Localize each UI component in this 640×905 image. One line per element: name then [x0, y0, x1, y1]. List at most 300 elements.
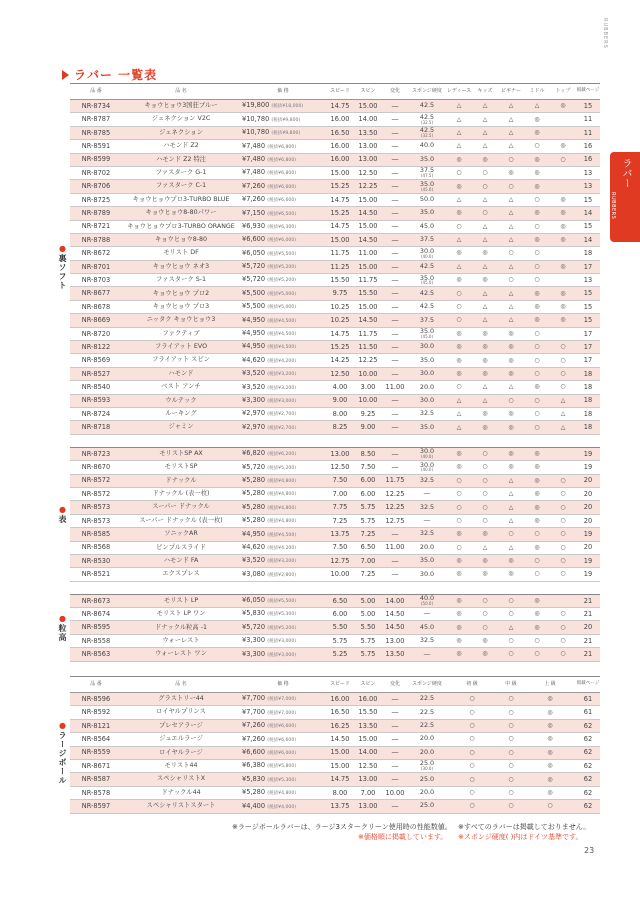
table-row: [70, 528, 600, 541]
hardness-sub: (40.0): [420, 253, 434, 259]
cell-spin: 11.75: [354, 274, 382, 287]
cell-change: ―: [382, 113, 408, 126]
cell-change: ―: [382, 554, 408, 567]
cell-level: △: [472, 381, 498, 394]
cell-price: [240, 407, 326, 420]
cell-level: ◎: [524, 693, 576, 706]
cell-level: ◎: [498, 421, 524, 434]
cell-level: △: [498, 541, 524, 554]
cell-speed: 15.25: [326, 207, 354, 220]
table-row: [70, 773, 600, 786]
cell-price: [240, 126, 326, 139]
cell-level: ◎: [550, 193, 576, 206]
cell-price: [240, 207, 326, 220]
cell-code: NR-8702: [70, 166, 122, 179]
cell-hardness: [408, 773, 446, 786]
cell-price: [240, 719, 326, 732]
cell-code: NR-8568: [70, 541, 122, 554]
cell-change: ―: [382, 193, 408, 206]
price-tax: (税抜¥3,200): [267, 559, 297, 565]
cell-page: 15: [576, 300, 600, 313]
cell-code: NR-8559: [70, 746, 122, 759]
cell-change: 13.50: [382, 648, 408, 661]
cell-level: ◎: [446, 594, 472, 607]
cell-code: NR-8578: [70, 786, 122, 799]
cell-level: ○: [446, 166, 472, 179]
cell-price: [240, 554, 326, 567]
cell-page: 19: [576, 554, 600, 567]
cell-speed: 8.00: [326, 786, 354, 799]
price-value: ¥5,280: [242, 788, 266, 797]
hardness-sub: (45.0): [420, 280, 434, 286]
cell-level: ○: [550, 568, 576, 581]
cell-spin: 13.00: [354, 153, 382, 166]
cell-level: ◎: [524, 447, 550, 460]
cell-level: ○: [498, 719, 524, 732]
cell-spin: 15.50: [354, 706, 382, 719]
header-beginner: 初 級: [446, 677, 498, 693]
cell-change: ―: [382, 759, 408, 772]
cell-level: △: [498, 100, 524, 113]
note-hardness: ※スポンジ硬度( )内はドイツ基準です。: [458, 833, 583, 841]
cell-page: 21: [576, 608, 600, 621]
cell-level: △: [498, 474, 524, 487]
cell-level: △: [446, 407, 472, 420]
cell-name: スペシャリストX: [122, 773, 240, 786]
cell-level: ○: [446, 541, 472, 554]
price-value: ¥4,620: [242, 542, 266, 551]
cell-level: ○: [446, 706, 498, 719]
bullet-icon: ●: [58, 504, 67, 515]
cell-code: NR-8572: [70, 474, 122, 487]
cell-hardness: [408, 274, 446, 287]
cell-spin: 5.75: [354, 501, 382, 514]
cell-level: ◎: [472, 648, 498, 661]
hardness-value: ―: [423, 516, 431, 525]
cell-name: ジェネクション V2C: [122, 113, 240, 126]
cell-level: ○: [472, 514, 498, 527]
header-page: 掲載ページ: [576, 677, 600, 693]
cell-level: ◎: [498, 568, 524, 581]
cell-level: △: [498, 113, 524, 126]
cell-price: [240, 759, 326, 772]
cell-page: 20: [576, 541, 600, 554]
cell-level: △: [446, 126, 472, 139]
cell-spin: 5.75: [354, 514, 382, 527]
cell-level: ◎: [524, 541, 550, 554]
cell-name: ドナックル (表一枚): [122, 487, 240, 500]
cell-level: ○: [472, 501, 498, 514]
cell-speed: 9.00: [326, 394, 354, 407]
cell-level: [550, 113, 576, 126]
hardness-value: 45.0: [419, 622, 435, 631]
cell-level: ○: [524, 634, 550, 647]
header-change: 変化: [382, 677, 408, 693]
cell-hardness: [408, 648, 446, 661]
cell-change: ―: [382, 274, 408, 287]
cell-change: ―: [382, 568, 408, 581]
cell-level: ◎: [550, 220, 576, 233]
cell-level: △: [472, 233, 498, 246]
table-row: [70, 487, 600, 500]
cell-level: ○: [498, 746, 524, 759]
cell-change: 14.00: [382, 594, 408, 607]
cell-page: 15: [576, 100, 600, 113]
table-row: [70, 300, 600, 313]
cell-change: ―: [382, 220, 408, 233]
cell-code: NR-8599: [70, 153, 122, 166]
cell-level: ◎: [524, 113, 550, 126]
cell-level: ◎: [472, 153, 498, 166]
cell-level: ○: [524, 648, 550, 661]
cell-speed: 16.00: [326, 693, 354, 706]
cell-level: [550, 327, 576, 340]
cell-level: ○: [472, 207, 498, 220]
cell-level: △: [446, 140, 472, 153]
cell-level: △: [472, 394, 498, 407]
cell-page: 62: [576, 786, 600, 799]
cell-level: ○: [498, 759, 524, 772]
cell-level: ○: [446, 693, 498, 706]
cell-level: ○: [472, 166, 498, 179]
side-tab-label: ラバー: [620, 158, 631, 188]
cell-level: ○: [498, 693, 524, 706]
price-tax: (税抜¥5,500): [267, 251, 297, 257]
cell-level: ◎: [498, 327, 524, 340]
cell-level: ◎: [524, 381, 550, 394]
cell-speed: 6.50: [326, 594, 354, 607]
cell-speed: 11.25: [326, 260, 354, 273]
price-value: ¥7,700: [242, 694, 266, 703]
cell-level: ◎: [472, 341, 498, 354]
cell-speed: 7.50: [326, 474, 354, 487]
cell-spin: 15.00: [354, 260, 382, 273]
table-row: [70, 421, 600, 434]
cell-level: ◎: [446, 621, 472, 634]
cell-change: ―: [382, 207, 408, 220]
cell-hardness: [408, 287, 446, 300]
cell-change: 11.00: [382, 381, 408, 394]
cell-level: ◎: [446, 180, 472, 193]
cell-hardness: [408, 474, 446, 487]
cell-code: NR-8540: [70, 381, 122, 394]
bullet-icon: ●: [58, 613, 67, 624]
cell-page: 18: [576, 421, 600, 434]
cell-page: 16: [576, 140, 600, 153]
cell-page: 16: [576, 153, 600, 166]
header-top: トップ: [550, 84, 576, 100]
cell-hardness: [408, 327, 446, 340]
cell-speed: 15.00: [326, 166, 354, 179]
hardness-value: 30.0: [419, 447, 435, 456]
table-row: [70, 180, 600, 193]
cell-hardness: [408, 501, 446, 514]
cell-price: [240, 568, 326, 581]
cell-page: 19: [576, 568, 600, 581]
cell-change: 14.50: [382, 608, 408, 621]
category-text: 裏ソフト: [58, 254, 67, 290]
cell-change: ―: [382, 314, 408, 327]
cell-hardness: [408, 693, 446, 706]
cell-level: ◎: [472, 354, 498, 367]
cell-price: [240, 733, 326, 746]
price-tax: (税抜¥5,000): [267, 305, 297, 311]
hardness-value: 20.0: [419, 382, 435, 391]
hardness-value: 42.5: [419, 101, 435, 110]
table-row: [70, 634, 600, 647]
cell-level: △: [550, 421, 576, 434]
cell-hardness: [408, 247, 446, 260]
cell-code: NR-8785: [70, 126, 122, 139]
cell-code: NR-8677: [70, 287, 122, 300]
cell-level: ○: [550, 621, 576, 634]
cell-price: [240, 706, 326, 719]
cell-page: 62: [576, 800, 600, 813]
cell-price: [240, 421, 326, 434]
cell-level: ◎: [472, 634, 498, 647]
cell-level: ○: [498, 733, 524, 746]
cell-price: [240, 287, 326, 300]
cell-code: NR-8678: [70, 300, 122, 313]
cell-code: NR-8595: [70, 621, 122, 634]
price-value: ¥3,080: [242, 569, 266, 578]
price-tax: (税抜¥3,000): [267, 639, 297, 645]
cell-level: △: [498, 140, 524, 153]
cell-change: ―: [382, 367, 408, 380]
cell-name: モリスト LP: [122, 594, 240, 607]
cell-price: [240, 514, 326, 527]
cell-level: ◎: [524, 474, 550, 487]
cell-change: 12.25: [382, 487, 408, 500]
cell-code: NR-8564: [70, 733, 122, 746]
cell-level: ○: [550, 608, 576, 621]
triangle-icon: [62, 70, 69, 80]
cell-name: ファスターク C-1: [122, 180, 240, 193]
cell-level: △: [550, 407, 576, 420]
cell-level: ○: [550, 528, 576, 541]
cell-speed: 5.75: [326, 634, 354, 647]
price-value: ¥5,280: [242, 489, 266, 498]
cell-level: △: [446, 100, 472, 113]
side-tab: [610, 152, 640, 242]
cell-code: NR-8724: [70, 407, 122, 420]
cell-price: [240, 153, 326, 166]
cell-level: ○: [524, 260, 550, 273]
cell-change: 14.50: [382, 621, 408, 634]
cell-change: ―: [382, 153, 408, 166]
price-tax: (税抜¥6,300): [267, 224, 297, 230]
table-row: [70, 274, 600, 287]
header-kids: キッズ: [472, 84, 498, 100]
cell-level: ○: [472, 447, 498, 460]
cell-level: △: [472, 287, 498, 300]
cell-speed: 12.75: [326, 554, 354, 567]
cell-hardness: [408, 786, 446, 799]
cell-hardness: [408, 594, 446, 607]
cell-code: NR-8530: [70, 554, 122, 567]
table-row: [70, 648, 600, 661]
cell-level: ◎: [446, 247, 472, 260]
cell-price: [240, 260, 326, 273]
cell-speed: 16.50: [326, 706, 354, 719]
price-tax: (税抜¥5,200): [267, 465, 297, 471]
cell-code: NR-8593: [70, 394, 122, 407]
cell-level: △: [472, 140, 498, 153]
cell-page: 21: [576, 594, 600, 607]
cell-change: ―: [382, 719, 408, 732]
cell-hardness: [408, 113, 446, 126]
header-spin: スピン: [354, 677, 382, 693]
category-text: 表: [58, 514, 67, 524]
cell-level: [550, 274, 576, 287]
price-value: ¥6,930: [242, 221, 266, 230]
cell-level: ○: [550, 501, 576, 514]
cell-level: ○: [498, 648, 524, 661]
price-tax: (税抜¥7,000): [267, 710, 297, 716]
cell-page: 21: [576, 648, 600, 661]
cell-level: ◎: [446, 367, 472, 380]
cell-level: △: [498, 621, 524, 634]
cell-price: [240, 693, 326, 706]
header-hardness: スポンジ硬度: [408, 84, 446, 100]
cell-level: ◎: [446, 461, 472, 474]
cell-level: ○: [524, 327, 550, 340]
cell-price: [240, 140, 326, 153]
cell-price: [240, 274, 326, 287]
cell-level: ○: [498, 706, 524, 719]
cell-page: 19: [576, 447, 600, 460]
cell-speed: 15.50: [326, 274, 354, 287]
cell-level: ○: [524, 341, 550, 354]
hardness-value: 35.0: [419, 154, 435, 163]
cell-level: ○: [524, 140, 550, 153]
price-value: ¥7,150: [242, 208, 266, 217]
hardness-value: 35.0: [419, 179, 435, 188]
price-tax: (税抜¥2,700): [267, 425, 297, 431]
cell-price: [240, 113, 326, 126]
price-tax: (税抜¥6,800): [267, 144, 297, 150]
cell-price: [240, 487, 326, 500]
cell-change: ―: [382, 421, 408, 434]
cell-code: NR-8573: [70, 501, 122, 514]
cell-level: △: [550, 394, 576, 407]
cell-code: NR-8706: [70, 180, 122, 193]
cell-level: ◎: [524, 126, 550, 139]
cell-level: ○: [446, 773, 498, 786]
hardness-value: 40.0: [419, 141, 435, 150]
cell-price: [240, 447, 326, 460]
cell-level: ◎: [498, 354, 524, 367]
cell-level: ◎: [446, 634, 472, 647]
cell-hardness: [408, 394, 446, 407]
cell-name: ジャミン: [122, 421, 240, 434]
cell-level: △: [446, 260, 472, 273]
cell-code: NR-8787: [70, 113, 122, 126]
cell-level: ○: [524, 193, 550, 206]
price-value: ¥5,500: [242, 302, 266, 311]
header-name: 品 名: [122, 84, 240, 100]
cell-level: ◎: [524, 233, 550, 246]
cell-spin: 5.50: [354, 621, 382, 634]
cell-change: ―: [382, 327, 408, 340]
cell-level: ○: [446, 487, 472, 500]
cell-level: △: [472, 314, 498, 327]
cell-spin: 15.50: [354, 287, 382, 300]
hardness-value: 20.0: [419, 734, 435, 743]
hardness-value: 35.0: [419, 422, 435, 431]
cell-level: ◎: [472, 247, 498, 260]
price-tax: (税抜¥5,500): [267, 599, 297, 605]
table-row: [70, 706, 600, 719]
cell-change: 13.00: [382, 634, 408, 647]
cell-spin: 12.50: [354, 759, 382, 772]
cell-page: 18: [576, 394, 600, 407]
cell-level: ○: [550, 381, 576, 394]
cell-speed: 15.00: [326, 759, 354, 772]
hardness-sub: (30.0): [420, 766, 434, 772]
cell-level: ○: [550, 474, 576, 487]
price-tax: (税抜¥4,800): [267, 492, 297, 498]
hardness-value: 30.0: [419, 342, 435, 351]
price-tax: (税抜¥3,000): [267, 398, 297, 404]
cell-spin: 14.50: [354, 314, 382, 327]
cell-spin: 15.00: [354, 220, 382, 233]
price-value: ¥7,260: [242, 195, 266, 204]
page-title: ラバー 一覧表: [62, 66, 157, 83]
cell-spin: 6.00: [354, 487, 382, 500]
price-tax: (税抜¥5,200): [267, 265, 297, 271]
cell-name: ウォーレスト: [122, 634, 240, 647]
cell-level: ◎: [524, 719, 576, 732]
cell-level: ○: [446, 800, 498, 813]
cell-level: ○: [472, 461, 498, 474]
cell-level: ○: [446, 733, 498, 746]
category-label: [54, 505, 68, 524]
cell-level: ◎: [524, 287, 550, 300]
hardness-value: 32.5: [419, 636, 435, 645]
cell-level: △: [446, 113, 472, 126]
price-tax: (税抜¥6,600): [267, 184, 297, 190]
hardness-value: 35.0: [419, 327, 435, 336]
hardness-value: ―: [423, 649, 431, 658]
header-speed: スピード: [326, 677, 354, 693]
cell-level: ○: [472, 180, 498, 193]
cell-level: ○: [550, 153, 576, 166]
cell-speed: 14.75: [326, 193, 354, 206]
price-tax: (税抜¥4,200): [267, 545, 297, 551]
cell-level: ◎: [550, 140, 576, 153]
cell-change: ―: [382, 166, 408, 179]
cell-price: [240, 594, 326, 607]
table-row: [70, 474, 600, 487]
cell-name: キョウヒョウプロ3-TURBO ORANGE: [122, 220, 240, 233]
cell-level: ○: [498, 394, 524, 407]
cell-hardness: [408, 233, 446, 246]
cell-spin: 13.00: [354, 773, 382, 786]
cell-change: ―: [382, 341, 408, 354]
cell-spin: 5.75: [354, 648, 382, 661]
cell-change: ―: [382, 233, 408, 246]
category-label: [54, 244, 68, 290]
cell-name: ファクティブ: [122, 327, 240, 340]
cell-level: ◎: [498, 166, 524, 179]
header-speed: スピード: [326, 84, 354, 100]
cell-spin: 13.50: [354, 126, 382, 139]
cell-page: 14: [576, 207, 600, 220]
price-tax: (税抜¥4,800): [267, 478, 297, 484]
cell-hardness: [408, 461, 446, 474]
cell-price: [240, 746, 326, 759]
